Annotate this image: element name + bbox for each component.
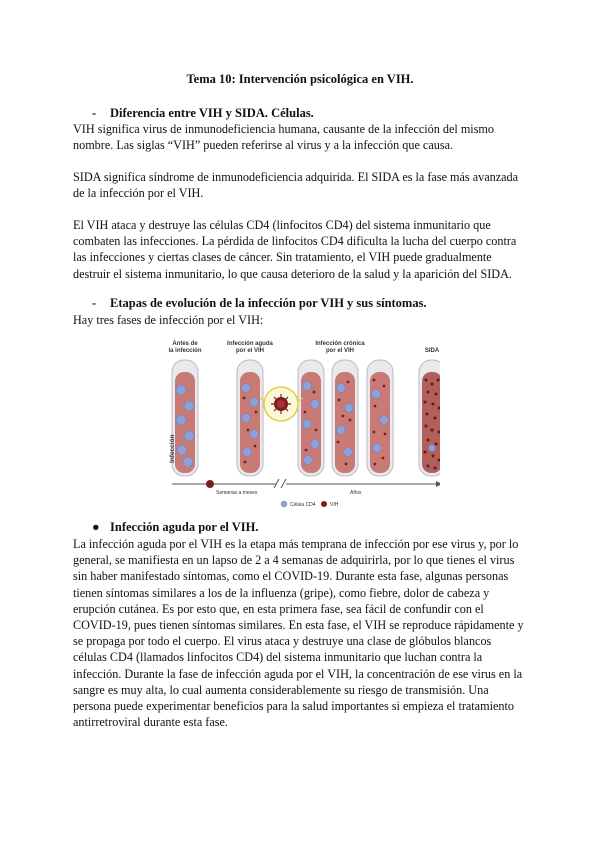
paragraph-text: SIDA significa síndrome de inmunodeficiencia adquirida. El SIDA es la fase más avanzada de la infección por el VIH. — [73, 170, 519, 201]
round-bullet: ● — [92, 520, 100, 534]
label-chronic-2: por el VIH — [325, 348, 355, 354]
label-aids: SIDA — [424, 348, 440, 354]
heading-text: Etapas de evolución de la infección por VIH y sus síntomas. — [110, 296, 427, 310]
paragraph-text: Hay tres fases de infección por el VIH: — [73, 313, 264, 327]
hiv-stages-figure — [160, 338, 440, 510]
paragraph-text: El VIH ataca y destruye las células CD4 (linfocitos CD4) del sistema inmunitario que combaten las infecciones. La pérdida de linfocitos CD4 dificulta la lucha del cuerpo contra las infecciones y ciertas clases de cáncer. Sin tratamiento, el VIH puede gradualmente destruir el sistema inmunitario, lo que causa deterioro de la salud y la aparición del SIDA. — [73, 218, 517, 281]
arrow-right-icon — [436, 481, 440, 487]
test-tube — [367, 360, 393, 476]
cd4-cell-icon — [281, 501, 287, 507]
section-heading-acute — [92, 520, 259, 535]
label-acute-2: por el VIH — [235, 348, 265, 354]
test-tube — [237, 360, 263, 476]
label-chronic-1: Infección crónica — [315, 341, 365, 347]
paragraph — [73, 169, 528, 201]
test-tube — [419, 360, 440, 476]
legend-cd4: Célula CD4 — [290, 502, 316, 508]
section-heading-stages — [92, 296, 427, 311]
paragraph — [73, 121, 528, 153]
hiv-marker-icon — [206, 480, 214, 488]
axis-break-icon — [281, 479, 286, 488]
label-before-2: la infección — [168, 348, 202, 354]
page-title: Tema 10: Intervención psicológica en VIH. — [186, 72, 414, 86]
heading-text: Infección aguda por el VIH. — [110, 520, 259, 534]
virus-zoom-icon — [260, 387, 303, 421]
label-before-1: Antes de — [172, 341, 198, 347]
paragraph — [73, 217, 528, 282]
dash-bullet: - — [92, 106, 97, 120]
section-heading-difference — [92, 106, 314, 121]
label-years: Años — [350, 490, 362, 496]
test-tube — [332, 360, 358, 476]
axis-label-infection: Infección — [169, 434, 176, 463]
dash-bullet: - — [92, 296, 97, 310]
label-weeks: Semanas a meses — [216, 490, 258, 496]
paragraph-text: VIH significa virus de inmunodeficiencia humana, causante de la infección del mismo nombre. Las siglas “VIH” pueden referirse al virus y a la infección que causa. — [73, 122, 495, 153]
heading-text: Diferencia entre VIH y SIDA. Células. — [110, 106, 314, 120]
paragraph — [73, 536, 528, 730]
test-tube — [298, 360, 324, 476]
label-acute-1: Infección aguda — [227, 341, 273, 347]
paragraph — [73, 312, 528, 328]
paragraph-text: La infección aguda por el VIH es la etapa más temprana de infección por ese virus y, por lo general, se manifiesta en un lapso de 2 a 4 semanas de adquirirla, por lo que tienes el virus sin haber manifestado síntomas, como el COVID-19. Durante esta fase, algunas personas tienen síntomas similares a los de la influenza (gripe), como fiebre, dolor de cabeza y erupción cutánea. Es por esto que, en esta primera fase, sea fácil de confundir con el COVID-19, pues tienen síntomas similares. En esta fase, el VIH se reproduce rápidamente y se propaga por todo el cuerpo. El virus ataca y destruye una clase de glóbulos blancos células CD4 (llamados linfocitos CD4) del sistema inmunitario que luchan contra la infección. Durante la fase de infección aguda por el VIH, la concentración de ese virus en la sangre es muy alta, lo cual aumenta considerablemente su riesgo de transmisión. Una persona puede experimentar beneficios para la salud importantes si empieza el tratamiento antirretroviral durante esta fase. — [73, 537, 524, 730]
legend-hiv: VIH — [330, 502, 339, 508]
hiv-virus-icon — [321, 501, 327, 507]
